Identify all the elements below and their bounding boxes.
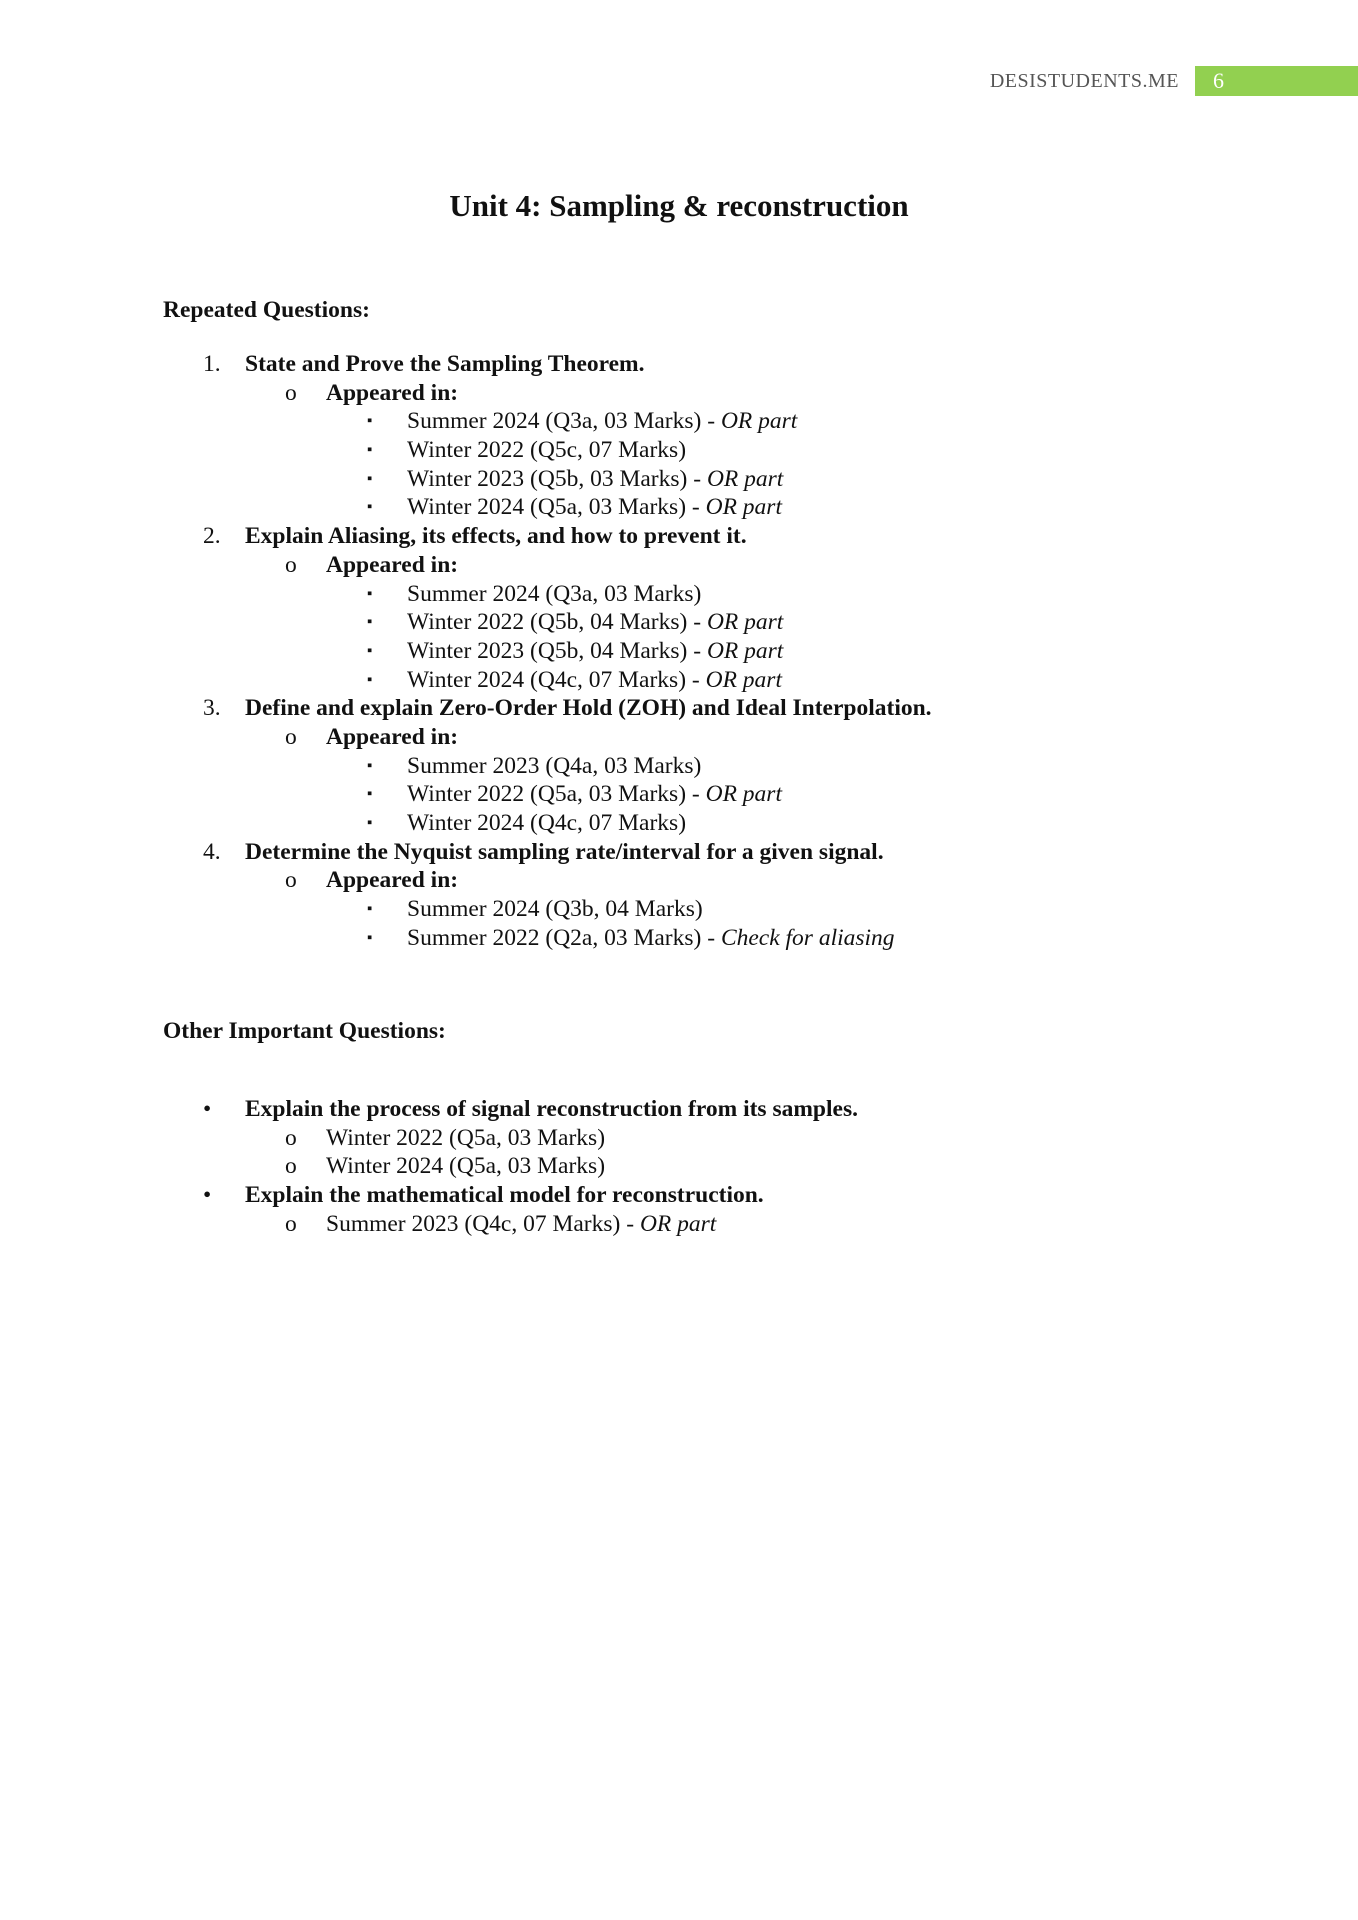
list-item	[163, 522, 1213, 551]
site-name: DESISTUDENTS.ME	[989, 69, 1179, 92]
source-entry: Winter 2024 (Q4c, 07 Marks)	[407, 810, 687, 836]
source-note: OR part	[639, 1210, 717, 1237]
square-bullet-icon: ▪	[367, 671, 373, 688]
source-entry: Winter 2022 (Q5b, 04 Marks) - OR part	[407, 609, 784, 636]
square-bullet-icon: ▪	[367, 642, 373, 659]
page-header	[990, 66, 1358, 96]
page-number-badge: 6	[1195, 66, 1358, 96]
appeared-label: Appeared in:	[326, 867, 459, 894]
source-note: OR part	[720, 408, 798, 435]
question-number: 3.	[203, 695, 221, 722]
source-note: OR part	[705, 781, 782, 808]
list-item	[163, 1152, 1213, 1181]
circle-bullet-icon: o	[285, 1210, 297, 1237]
square-bullet-icon: ▪	[367, 901, 373, 918]
list-item	[163, 493, 1213, 522]
source-entry: Summer 2023 (Q4a, 03 Marks)	[407, 752, 702, 779]
square-bullet-icon: ▪	[367, 499, 373, 516]
source-note: OR part	[705, 494, 782, 521]
source-entry: Summer 2024 (Q3a, 03 Marks)	[407, 580, 702, 607]
list-item	[163, 924, 1213, 953]
list-item	[163, 752, 1213, 781]
square-bullet-icon: ▪	[367, 413, 373, 430]
circle-bullet-icon: o	[285, 551, 297, 578]
list-item	[163, 1124, 1213, 1153]
circle-bullet-icon: o	[285, 1153, 297, 1180]
source-note: OR part	[706, 637, 784, 664]
square-bullet-icon: ▪	[367, 757, 373, 774]
source-entry: Winter 2024 (Q5a, 03 Marks) - OR part	[407, 494, 782, 521]
list-item	[163, 608, 1213, 637]
square-bullet-icon: ▪	[367, 442, 373, 459]
list-item	[163, 350, 1213, 379]
source-note: OR part	[705, 666, 782, 693]
source-entry: Winter 2023 (Q5b, 03 Marks) - OR part	[407, 465, 784, 492]
source-entry: Summer 2024 (Q3a, 03 Marks) - OR part	[407, 408, 798, 435]
square-bullet-icon: ▪	[367, 614, 373, 631]
repeated-questions-heading: Repeated Questions:	[163, 297, 370, 323]
list-item	[163, 838, 1213, 867]
question-text: Explain the process of signal reconstruction from its samples.	[245, 1096, 858, 1122]
source-entry: Winter 2022 (Q5a, 03 Marks) - OR part	[407, 781, 782, 808]
list-item	[163, 1095, 1213, 1124]
list-item	[163, 723, 1213, 752]
question-number: 2.	[203, 523, 221, 550]
bullet-icon: •	[203, 1182, 212, 1209]
list-item	[163, 465, 1213, 494]
source-note: OR part	[706, 609, 784, 636]
circle-bullet-icon: o	[285, 379, 297, 406]
source-entry: Winter 2024 (Q5a, 03 Marks)	[326, 1153, 606, 1180]
source-entry: Summer 2022 (Q2a, 03 Marks) - Check for aliasing	[407, 924, 895, 951]
source-note: OR part	[706, 465, 784, 492]
bullet-icon: •	[203, 1096, 212, 1122]
square-bullet-icon: ▪	[367, 585, 373, 602]
list-item	[163, 866, 1213, 895]
question-text: Define and explain Zero-Order Hold (ZOH) and Ideal Interpolation.	[245, 695, 932, 722]
list-item	[163, 809, 1213, 838]
source-entry: Summer 2023 (Q4c, 07 Marks) - OR part	[326, 1210, 717, 1237]
other-questions-list	[163, 1095, 1213, 1238]
list-item	[163, 1181, 1213, 1210]
square-bullet-icon: ▪	[367, 929, 373, 946]
source-note: Check for aliasing	[720, 924, 895, 951]
source-entry: Winter 2023 (Q5b, 04 Marks) - OR part	[407, 637, 784, 664]
list-item	[163, 436, 1213, 465]
square-bullet-icon: ▪	[367, 815, 373, 831]
circle-bullet-icon: o	[285, 867, 297, 894]
circle-bullet-icon: o	[285, 1124, 297, 1151]
question-text: State and Prove the Sampling Theorem.	[245, 351, 645, 377]
question-number: 4.	[203, 838, 221, 865]
circle-bullet-icon: o	[285, 723, 297, 750]
question-text: Explain Aliasing, its effects, and how to prevent it.	[245, 523, 747, 550]
source-entry: Winter 2022 (Q5a, 03 Marks)	[326, 1124, 606, 1151]
list-item	[163, 379, 1213, 408]
list-item	[163, 895, 1213, 924]
list-item	[163, 1210, 1213, 1239]
source-entry: Winter 2024 (Q4c, 07 Marks) - OR part	[407, 666, 782, 693]
page-title: Unit 4: Sampling & reconstruction	[449, 188, 909, 223]
list-item	[163, 780, 1213, 809]
list-item	[163, 694, 1213, 723]
question-number: 1.	[203, 351, 221, 377]
list-item	[163, 637, 1213, 666]
other-questions-heading: Other Important Questions:	[163, 1018, 446, 1044]
appeared-label: Appeared in:	[326, 379, 459, 406]
repeated-questions-list	[163, 350, 1213, 952]
square-bullet-icon: ▪	[367, 470, 373, 487]
source-entry: Winter 2022 (Q5c, 07 Marks)	[407, 437, 687, 464]
list-item	[163, 551, 1213, 580]
list-item	[163, 580, 1213, 609]
question-text: Explain the mathematical model for reconstruction.	[245, 1182, 764, 1209]
source-entry: Summer 2024 (Q3b, 04 Marks)	[407, 896, 703, 923]
appeared-label: Appeared in:	[326, 723, 459, 750]
appeared-label: Appeared in:	[326, 551, 459, 578]
list-item	[163, 407, 1213, 436]
list-item	[163, 666, 1213, 695]
question-text: Determine the Nyquist sampling rate/interval for a given signal.	[245, 838, 884, 865]
square-bullet-icon: ▪	[367, 786, 373, 803]
